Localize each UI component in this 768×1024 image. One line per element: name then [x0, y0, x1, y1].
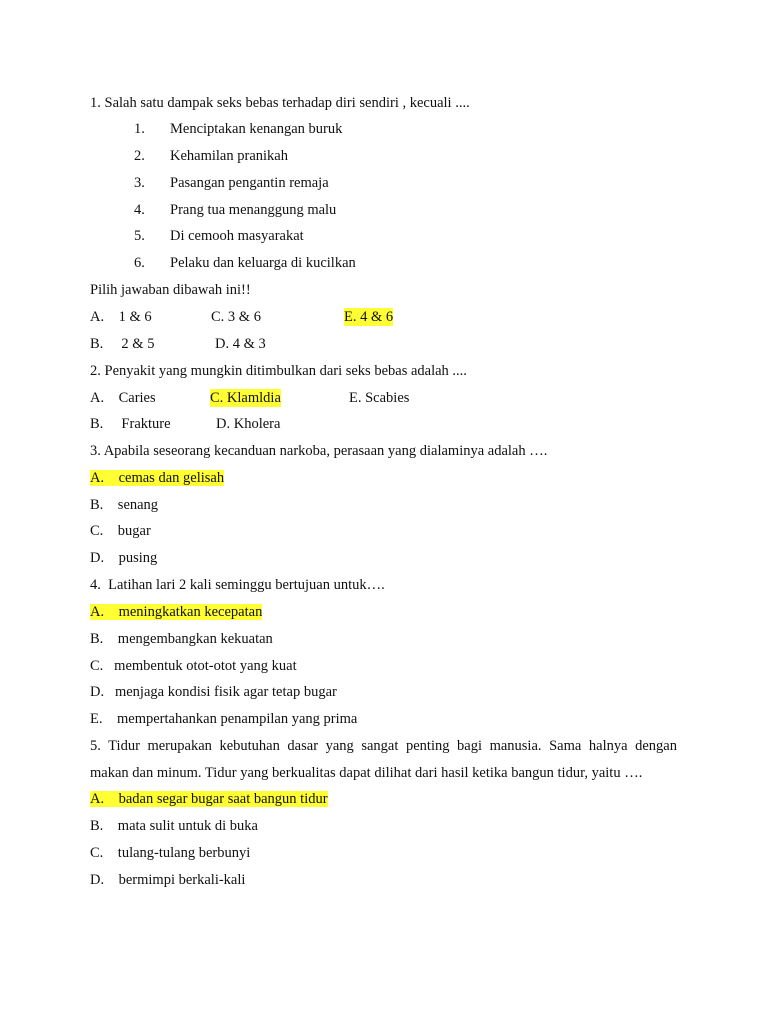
q1-item-number: 4. — [134, 202, 145, 218]
q1-item-number: 1. — [134, 121, 145, 137]
q4-option-a-answer — [90, 603, 262, 621]
q5-option-d: D. bermimpi berkali-kali — [90, 872, 246, 888]
q5-option-a-text: A. badan segar bugar saat bangun tidur — [90, 791, 328, 807]
q4-option-d: D. menjaga kondisi fisik agar tetap bugar — [90, 684, 337, 700]
question-2: 2. Penyakit yang mungkin ditimbulkan dari seks bebas adalah .... — [90, 363, 467, 379]
q1-item-text: Kehamilan pranikah — [170, 148, 288, 164]
q1-option-d: D. 4 & 3 — [215, 336, 266, 352]
q1-item-number: 6. — [134, 255, 145, 271]
q1-option-e-answer: E. 4 & 6 — [344, 309, 394, 325]
q1-option-a: A. 1 & 6 — [90, 309, 152, 325]
q2-option-b: B. Frakture — [90, 416, 171, 432]
q1-item-text: Menciptakan kenangan buruk — [170, 121, 343, 137]
q3-option-d: D. pusing — [90, 550, 158, 566]
q1-item-number: 2. — [134, 148, 145, 164]
q2-option-a: A. Caries — [90, 390, 156, 406]
q3-option-c: C. bugar — [90, 523, 151, 539]
q4-option-c: C. membentuk otot-otot yang kuat — [90, 658, 297, 674]
q1-instruction: Pilih jawaban dibawah ini!! — [90, 282, 251, 298]
q5-option-a-answer — [90, 790, 328, 808]
q2-option-d: D. Kholera — [216, 416, 281, 432]
q1-option-c: C. 3 & 6 — [211, 309, 261, 325]
question-3: 3. Apabila seseorang kecanduan narkoba, perasaan yang dialaminya adalah …. — [90, 443, 548, 459]
q1-item-text: Pasangan pengantin remaja — [170, 175, 329, 191]
q2-option-c-answer: C. Klamldia — [210, 390, 281, 406]
q3-option-a-text: A. cemas dan gelisah — [90, 470, 225, 486]
question-4: 4. Latihan lari 2 kali seminggu bertujuan untuk…. — [90, 577, 385, 593]
q4-option-a-text: A. meningkatkan kecepatan — [90, 604, 263, 620]
q4-option-b: B. mengembangkan kekuatan — [90, 631, 273, 647]
question-1: 1. Salah satu dampak seks bebas terhadap diri sendiri , kecuali .... — [90, 95, 470, 111]
q3-option-a-answer — [90, 469, 224, 487]
q2-option-e: E. Scabies — [349, 390, 410, 406]
q1-item-number: 3. — [134, 175, 145, 191]
q1-item-text: Prang tua menanggung malu — [170, 202, 337, 218]
q3-option-b: B. senang — [90, 497, 159, 513]
question-5-line-2: makan dan minum. Tidur yang berkualitas dapat dilihat dari hasil ketika bangun tidur, yaitu …. — [90, 765, 643, 781]
question-5-line-1: 5. Tidur merupakan kebutuhan dasar yang sangat penting bagi manusia. Sama halnya dengan — [90, 738, 677, 754]
q5-option-c: C. tulang-tulang berbunyi — [90, 845, 251, 861]
q1-item-text: Pelaku dan keluarga di kucilkan — [170, 255, 356, 271]
q5-option-b: B. mata sulit untuk di buka — [90, 818, 258, 834]
q1-item-text: Di cemooh masyarakat — [170, 228, 304, 244]
q4-option-e: E. mempertahankan penampilan yang prima — [90, 711, 358, 727]
q1-option-b: B. 2 & 5 — [90, 336, 155, 352]
q1-item-number: 5. — [134, 228, 145, 244]
